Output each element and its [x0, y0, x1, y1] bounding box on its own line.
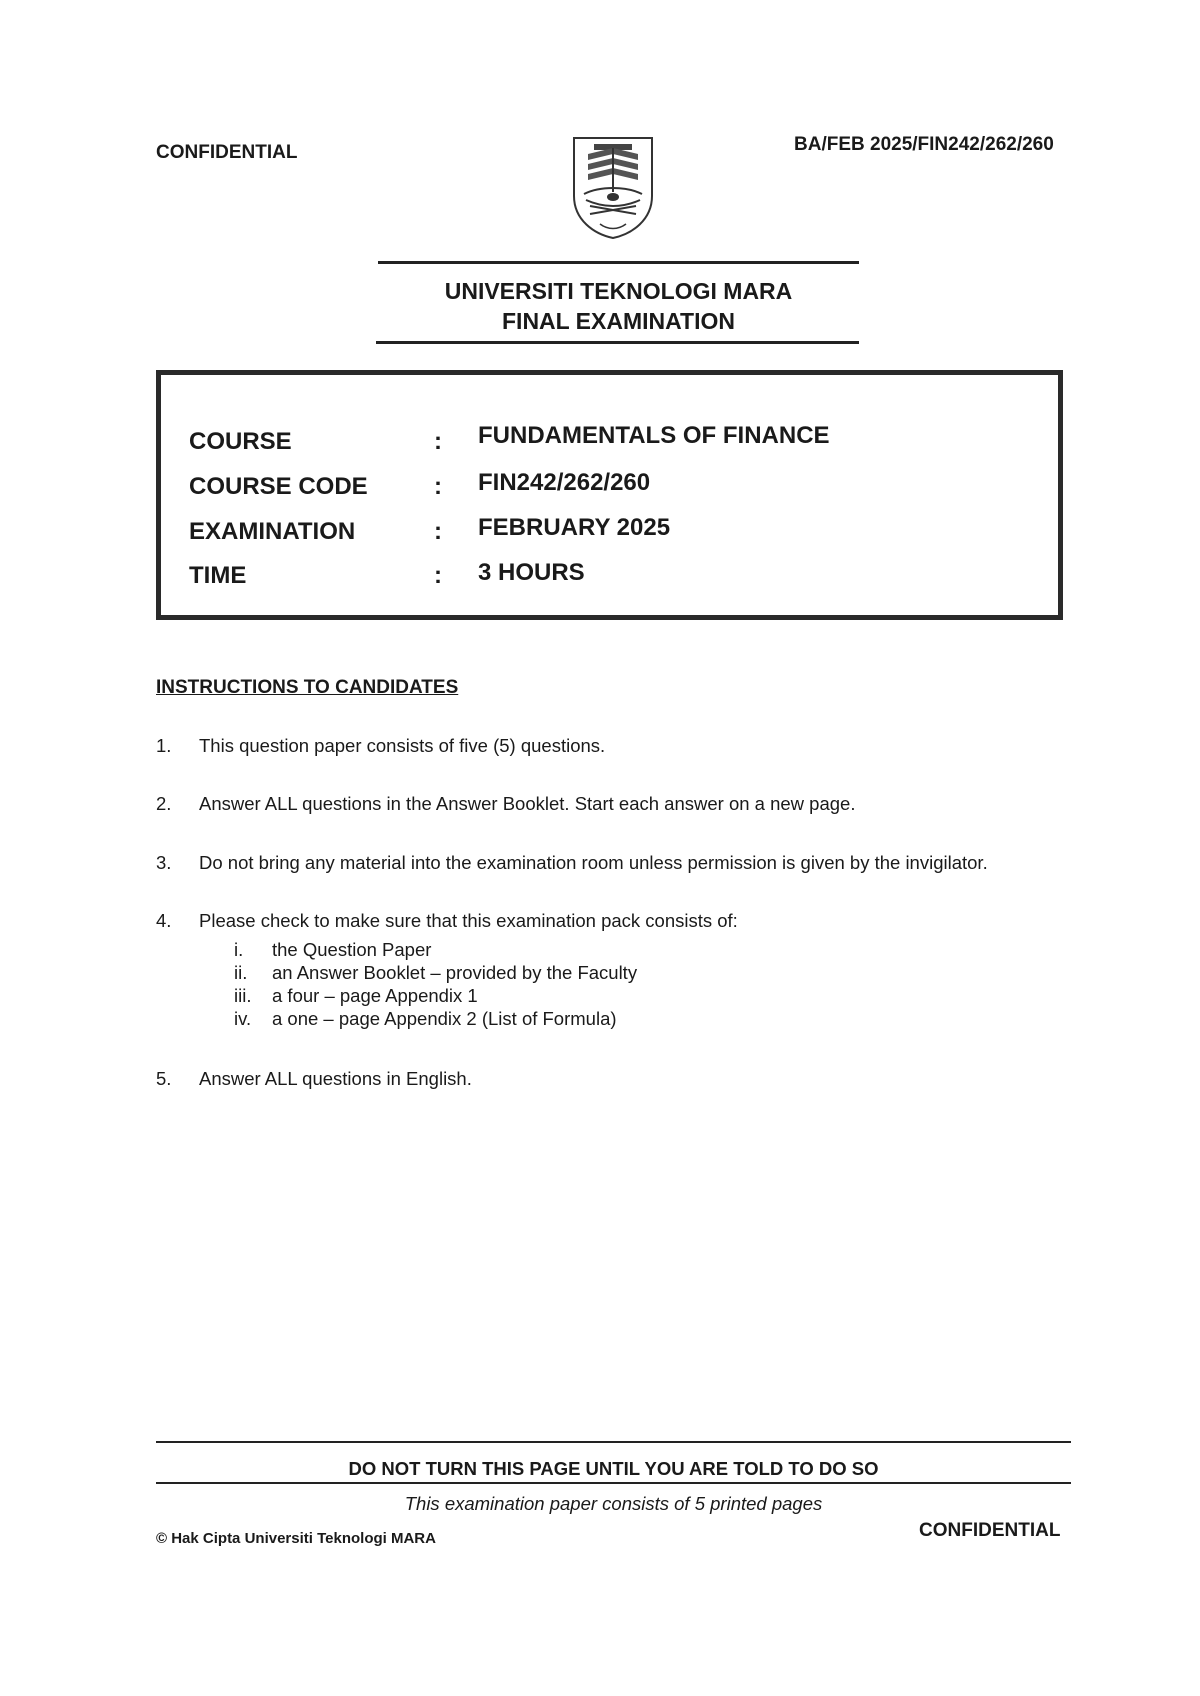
course-label: COURSE: [189, 428, 292, 455]
instruction-number: 1.: [156, 735, 172, 756]
title-block: [378, 276, 859, 336]
examination-row: [161, 514, 1058, 558]
sub-item-text: the Question Paper: [272, 939, 432, 960]
sub-item-number: iii.: [234, 985, 252, 1006]
course-code-label: COURSE CODE: [189, 473, 368, 500]
course-code-separator: :: [434, 473, 442, 500]
time-row: [161, 559, 1058, 602]
printed-pages-note: This examination paper consists of 5 printed pages: [404, 1493, 823, 1514]
exam-code-label: BA/FEB 2025/FIN242/262/260: [794, 134, 1054, 155]
sub-item-number: iv.: [234, 1008, 252, 1029]
uitm-crest-icon: [570, 134, 656, 240]
sub-item-text: a one – page Appendix 2 (List of Formula): [272, 1008, 617, 1029]
footer-rule-top: [156, 1441, 1071, 1443]
course-separator: :: [434, 428, 442, 455]
title-rule-top: [378, 261, 859, 264]
instruction-number: 5.: [156, 1068, 172, 1089]
sub-item-number: i.: [234, 939, 244, 960]
examination-separator: :: [434, 518, 442, 545]
sub-item-number: ii.: [234, 962, 248, 983]
course-code-value: FIN242/262/260: [478, 469, 651, 496]
examination-label: EXAMINATION: [189, 518, 356, 545]
instruction-number: 3.: [156, 852, 172, 873]
sub-item-text: an Answer Booklet – provided by the Faculty: [272, 962, 638, 983]
confidential-label-top: CONFIDENTIAL: [156, 142, 298, 163]
instruction-text: Answer ALL questions in English.: [199, 1068, 472, 1089]
instructions-heading: INSTRUCTIONS TO CANDIDATES: [156, 677, 459, 698]
course-row: [161, 422, 1058, 468]
instruction-text: Do not bring any material into the examination room unless permission is given by the invigilator.: [199, 852, 988, 873]
exam-type: FINAL EXAMINATION: [502, 308, 735, 334]
course-value: FUNDAMENTALS OF FINANCE: [478, 422, 830, 449]
course-code-row: [161, 469, 1058, 513]
time-separator: :: [434, 562, 442, 589]
copyright-notice: © Hak Cipta Universiti Teknologi MARA: [156, 1530, 436, 1547]
do-not-turn-warning: DO NOT TURN THIS PAGE UNTIL YOU ARE TOLD TO DO SO: [348, 1458, 879, 1479]
footer-rule-bottom: [156, 1482, 1071, 1484]
title-rule-bottom: [376, 341, 859, 344]
course-info-box: [156, 370, 1063, 620]
time-value: 3 HOURS: [478, 559, 585, 586]
examination-value: FEBRUARY 2025: [478, 514, 671, 541]
time-label: TIME: [189, 562, 247, 589]
instruction-number: 2.: [156, 793, 172, 814]
instruction-text: Please check to make sure that this examination pack consists of:: [199, 910, 738, 931]
sub-item-text: a four – page Appendix 1: [272, 985, 478, 1006]
instruction-text: Answer ALL questions in the Answer Booklet. Start each answer on a new page.: [199, 793, 856, 814]
confidential-label-bottom: CONFIDENTIAL: [919, 1520, 1061, 1541]
instruction-text: This question paper consists of five (5) questions.: [199, 735, 606, 756]
university-name: UNIVERSITI TEKNOLOGI MARA: [444, 278, 793, 304]
instruction-number: 4.: [156, 910, 172, 931]
